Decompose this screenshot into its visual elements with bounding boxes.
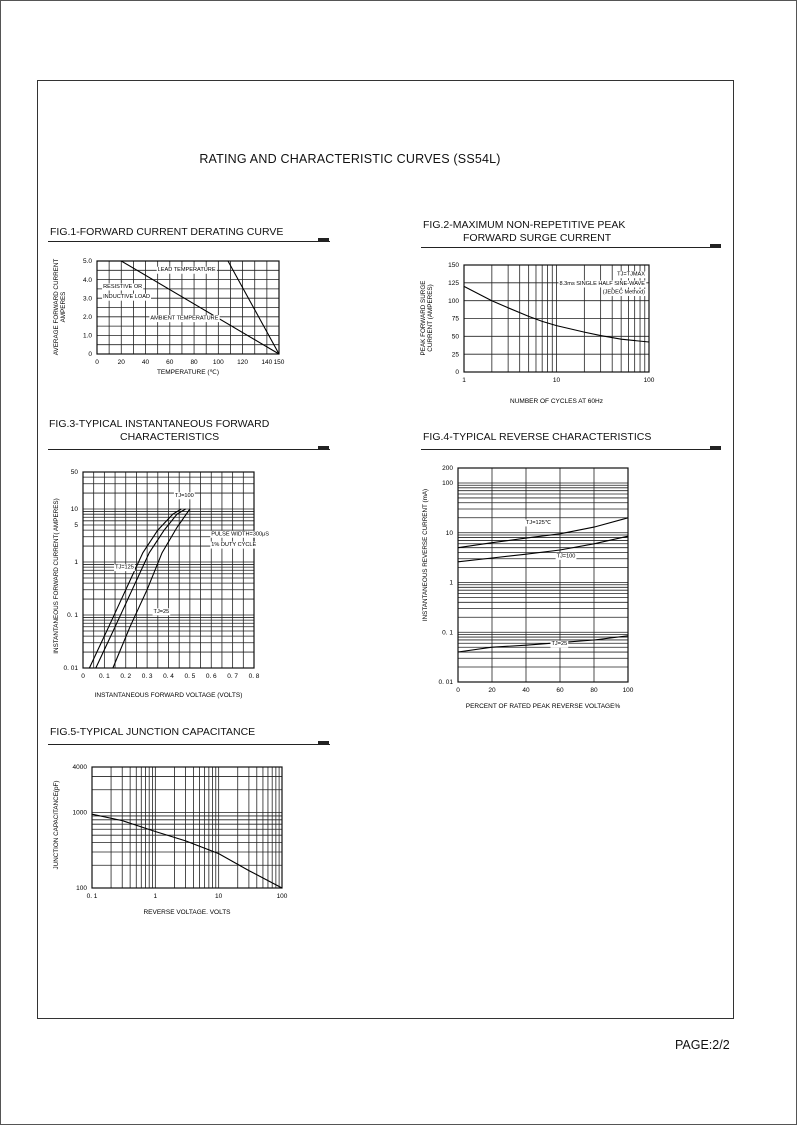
fig2-annotation: 8.3ms SINGLE HALF SINE-WAVE <box>559 280 645 287</box>
fig1-x-tick-label: 40 <box>141 359 150 366</box>
fig1-annotation: AMBIENT TEMPERATURE <box>150 315 219 322</box>
fig1-annotation: INDUCTIVE LOAD <box>103 294 151 301</box>
fig3-x-tick-label: 0. 1 <box>98 673 110 680</box>
fig1-x-tick-label: 150 <box>273 359 285 366</box>
fig3-annotation: 1% DUTY CYCLE <box>211 542 257 549</box>
fig3-x-tick-label: 0. 6 <box>205 673 217 680</box>
fig1-y-axis-label-line2: AMPERES <box>60 291 67 323</box>
fig2-y-tick-label: 125 <box>448 280 459 288</box>
fig5-x-tick-label: 10 <box>215 893 223 900</box>
fig1-x-tick-label: 100 <box>212 359 224 366</box>
fig1-annotation: RESISTIVE OR <box>103 283 143 290</box>
fig5-x-axis-label: REVERSE VOLTAGE. VOLTS <box>143 909 231 916</box>
fig3-annotation: TJ=100 <box>174 492 194 499</box>
fig3-series-tj-25 <box>113 509 190 668</box>
fig3-y-tick-label: 0. 01 <box>63 665 78 673</box>
fig4-annotation: TJ=100 <box>556 553 576 560</box>
fig3-x-tick-label: 0. 8 <box>248 673 260 680</box>
fig4-x-tick-label: 40 <box>522 687 530 694</box>
fig2-x-tick-label: 1 <box>462 377 466 384</box>
fig4-annotation: TJ=125℃ <box>526 519 552 526</box>
fig5-x-tick-label: 100 <box>276 893 288 900</box>
fig4-title: FIG.4-TYPICAL REVERSE CHARACTERISTICS <box>423 431 652 443</box>
fig4-plot-frame <box>458 468 628 682</box>
fig3-x-tick-label: 0 <box>81 673 85 680</box>
fig2-y-tick-label: 100 <box>448 297 459 305</box>
fig4-y-tick-label: 0. 1 <box>442 629 453 637</box>
fig2-y-tick-label: 150 <box>448 262 459 270</box>
fig3-x-axis-label: INSTANTANEOUS FORWARD VOLTAGE (VOLTS) <box>94 692 243 699</box>
fig5-y-tick-label: 100 <box>76 885 87 893</box>
fig3-y-tick-label: 10 <box>70 506 78 514</box>
fig3-annotation: PULSE WIDTH=300μS <box>211 531 270 538</box>
fig1-y-tick-label: 5.0 <box>82 258 92 266</box>
fig2-y-axis-label: PEAK FORWARD SURGE <box>420 280 427 356</box>
fig4-x-tick-label: 80 <box>590 687 598 694</box>
fig4-y-axis-label: INSTANTANEOUS REVERSE CURRENT (mA) <box>422 488 429 622</box>
fig2-y-axis-label-line2: CURRENT (AMPERES) <box>427 284 434 352</box>
fig1-y-tick-label: 3.0 <box>82 295 92 303</box>
fig3-y-tick-label: 5 <box>74 522 78 530</box>
fig3-title-line2: CHARACTERISTICS <box>120 431 220 443</box>
fig3-series-tj-100 <box>96 509 186 668</box>
fig1-x-tick-label: 60 <box>166 359 174 366</box>
fig5-series-capacitance <box>92 814 282 888</box>
fig1-y-tick-label: 4.0 <box>82 276 92 284</box>
page-number: PAGE:2/2 <box>675 1038 730 1052</box>
fig1-x-tick-label: 120 <box>237 359 249 366</box>
fig4-y-tick-label: 200 <box>442 465 453 473</box>
fig1-x-tick-label: 80 <box>190 359 198 366</box>
fig3-x-tick-label: 0. 4 <box>163 673 174 680</box>
fig4-y-tick-label: 10 <box>445 529 453 537</box>
fig4-y-tick-label: 1 <box>449 579 453 587</box>
fig3-y-tick-label: 1 <box>74 559 78 567</box>
fig4-x-tick-label: 20 <box>488 687 496 694</box>
fig3-y-tick-label: 0. 1 <box>67 612 78 620</box>
fig1-title: FIG.1-FORWARD CURRENT DERATING CURVE <box>50 226 284 238</box>
fig5-y-tick-label: 1000 <box>72 809 87 817</box>
fig3-x-tick-label: 0. 2 <box>120 673 132 680</box>
fig5-y-axis-label: JUNCTION CAPACITANCE(pF) <box>53 780 60 870</box>
fig4-y-tick-label: 0. 01 <box>438 679 453 687</box>
fig2-y-tick-label: 75 <box>451 315 459 323</box>
fig2-x-tick-label: 100 <box>643 377 655 384</box>
fig4-x-tick-label: 60 <box>556 687 564 694</box>
fig2-y-tick-label: 25 <box>451 351 459 359</box>
fig3-y-axis-label: INSTANTANEOUS FORWARD CURRENT( AMPERES) <box>53 498 60 654</box>
fig3-x-tick-label: 0. 3 <box>141 673 153 680</box>
page-title: RATING AND CHARACTERISTIC CURVES (SS54L) <box>199 152 501 166</box>
fig2-x-tick-label: 10 <box>552 377 561 384</box>
fig2-annotation: TJ=TJMAX <box>617 271 645 278</box>
fig4-x-tick-label: 100 <box>622 687 634 694</box>
fig2-title-line1: FIG.2-MAXIMUM NON-REPETITIVE PEAK <box>423 219 626 231</box>
fig4-annotation: TJ=25 <box>551 641 568 648</box>
fig5-title: FIG.5-TYPICAL JUNCTION CAPACITANCE <box>50 726 256 738</box>
fig3-x-tick-label: 0. 5 <box>184 673 196 680</box>
fig1-y-axis-label: AVERAGE FORWARD CURRENT <box>53 258 60 356</box>
fig2-y-tick-label: 50 <box>451 333 459 341</box>
fig3-series-tj-125 <box>89 509 181 668</box>
fig1-y-tick-label: 0 <box>88 351 92 359</box>
fig3-title-line1: FIG.3-TYPICAL INSTANTANEOUS FORWARD <box>49 418 270 430</box>
fig3-y-tick-label: 50 <box>70 469 78 477</box>
fig5-plot-frame <box>92 767 282 888</box>
fig2-x-axis-label: NUMBER OF CYCLES AT 60Hz <box>510 398 603 405</box>
fig1-annotation: LEAD TEMPERATURE <box>157 267 216 274</box>
fig5-y-tick-label: 4000 <box>72 764 87 772</box>
fig5-x-tick-label: 0. 1 <box>86 893 98 900</box>
fig5-x-tick-label: 1 <box>153 893 158 900</box>
fig4-series-tj-100 <box>458 536 628 562</box>
fig1-x-tick-label: 140 <box>261 359 273 366</box>
fig4-y-tick-label: 100 <box>442 480 453 488</box>
fig3-annotation: TJ=25 <box>153 608 170 615</box>
fig4-x-tick-label: 0 <box>456 687 460 694</box>
fig1-x-tick-label: 20 <box>117 359 125 366</box>
fig2-title-line2: FORWARD SURGE CURRENT <box>463 232 612 244</box>
fig1-y-tick-label: 1.0 <box>82 332 92 340</box>
fig4-series-tj-25 <box>458 636 628 652</box>
fig3-annotation: TJ=125 <box>115 564 134 571</box>
fig1-y-tick-label: 2.0 <box>82 314 92 321</box>
fig2-y-tick-label: 0 <box>455 369 459 377</box>
fig1-x-tick-label: 0 <box>95 359 99 366</box>
fig1-x-axis-label: TEMPERATURE (℃) <box>156 369 220 376</box>
fig3-x-tick-label: 0. 7 <box>227 673 239 680</box>
fig4-x-axis-label: PERCENT OF RATED PEAK REVERSE VOLTAGE% <box>465 703 621 710</box>
fig2-annotation: (JEDEC Method) <box>602 289 645 296</box>
